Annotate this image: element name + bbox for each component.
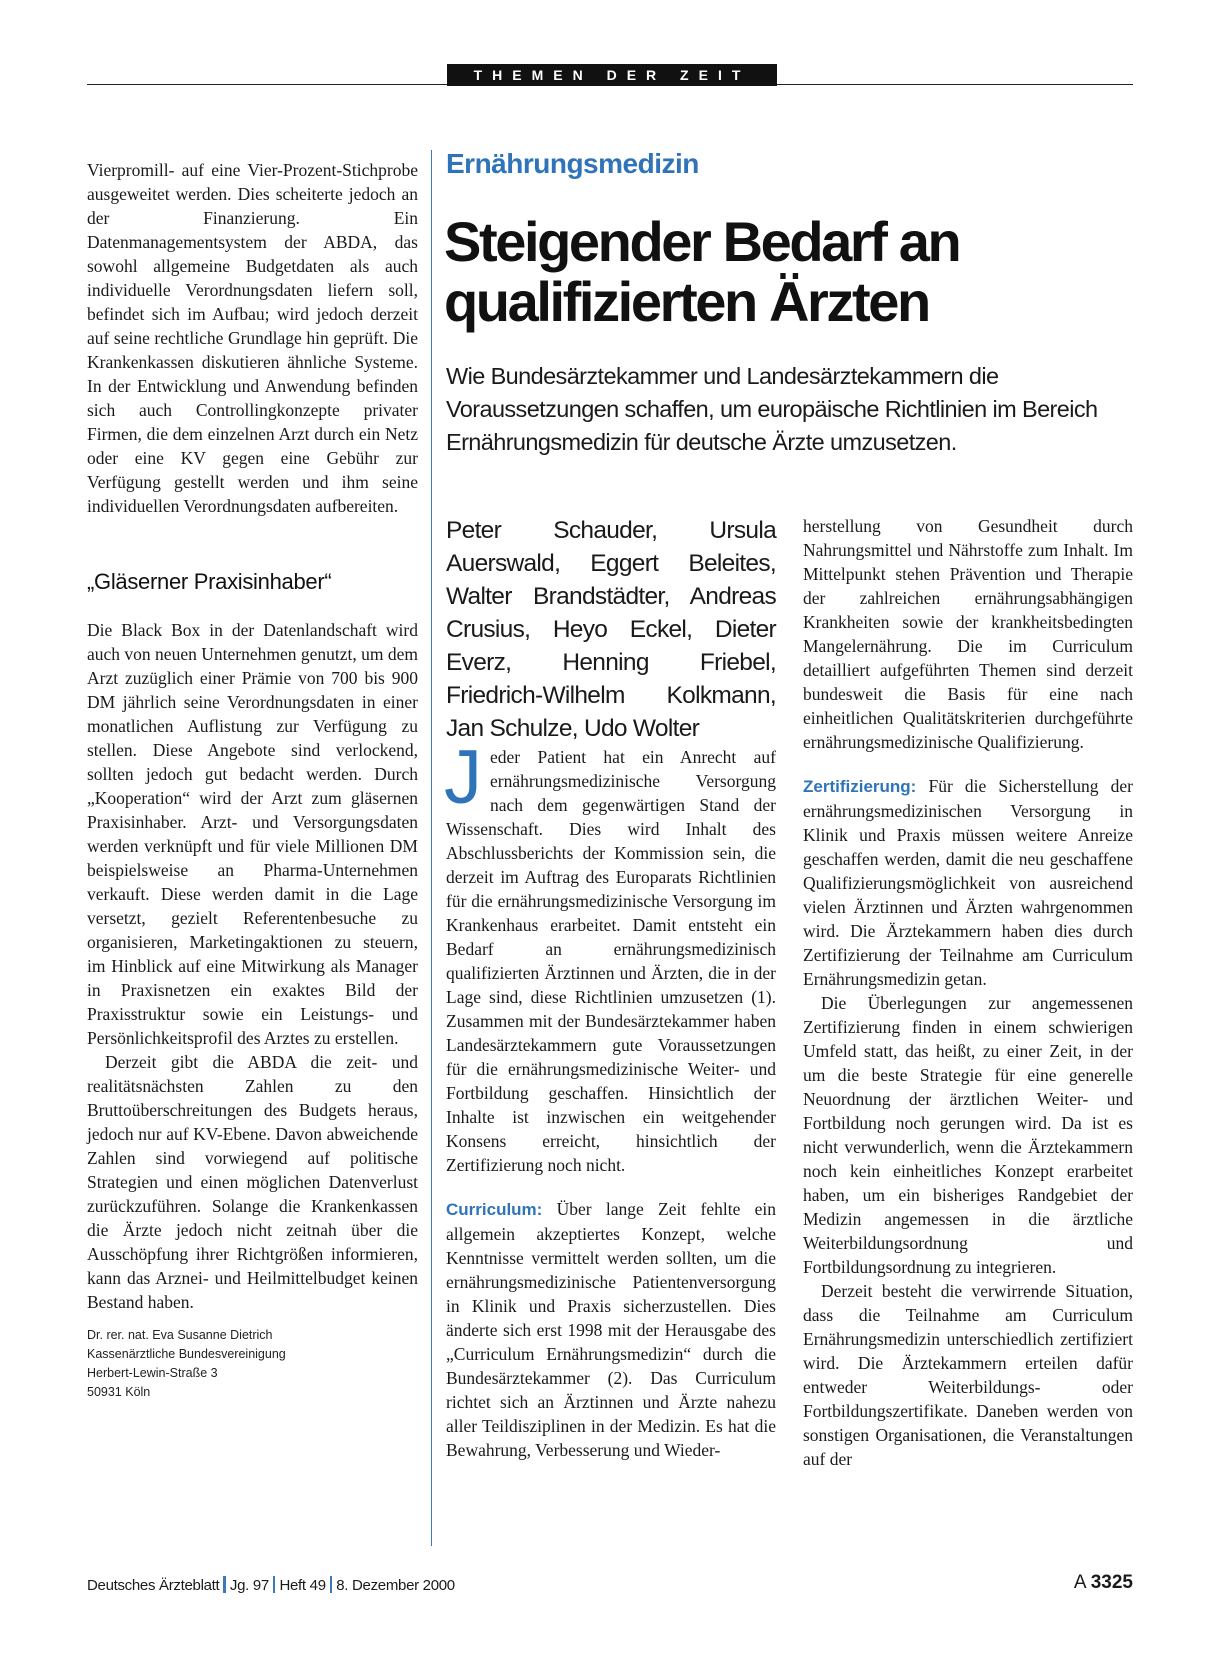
- left-paragraph-2: Die Black Box in der Datenlandschaft wird auch von neuen Unternehmen genutzt, um dem Arzt zuzüglich einer Prämie von 700 bis 900 DM jährlich seine Verordnungsdaten in einer monatlichen Auflistung zur Verfügung zu stellen. Diese Angebote sind verlockend, sollten jedoch gut bedacht werden. Durch „Kooperation“ wird der Arzt zum gläsernen Praxisinhaber. Arzt- und Versorgungsdaten werden verknüpft und für viele Millionen DM beispielsweise an Pharma-Unternehmen verkauft. Diese werden damit in die Lage versetzt, gezielt Referentenbesuche zu organisieren, Marketingaktionen zu steuern, im Hinblick auf eine Mitwirkung als Manager in Praxisnetzen ein exaktes Bild der Praxisstruktur sowie ein Leistungs- und Persönlichkeitsprofil des Arztes zu erstellen.: [87, 620, 418, 1048]
- section-tag: THEMEN DER ZEIT: [447, 64, 777, 86]
- footer-separator: [223, 1576, 226, 1593]
- zertifizierung-text: Für die Sicherstellung der ernährungsmedizinischen Versorgung in Klinik und Praxis müssen weitere Anreize geschaffen werden, damit die neu geschaffene Qualifizierungsmöglichkeit von ausreichend vielen Ärztinnen und Ärzten wahrgenommen wird. Die Ärztekammern haben dies durch Zertifizierung der Teilnahme am Curriculum Ernährungsmedizin getan.: [803, 776, 1133, 989]
- page-footer: [87, 1576, 455, 1594]
- left-column: [87, 158, 418, 1402]
- page-prefix: A: [1073, 1572, 1086, 1593]
- journal-issue: Heft 49: [279, 1577, 326, 1594]
- drop-cap: J: [444, 735, 482, 820]
- journal-name: Deutsches Ärzteblatt: [87, 1577, 220, 1594]
- article-kicker: Ernährungsmedizin: [446, 148, 699, 179]
- footer-separator: [330, 1576, 333, 1593]
- left-paragraph-3: Derzeit gibt die ABDA die zeit- und realitätsnächsten Zahlen zu den Bruttoüberschreitungen des Budgets heraus, jedoch nur auf KV-Ebene. Davon abweichende Zahlen sind vorwiegend auf politische Strategien und einen möglichen Datenverlust zurückzuführen. Solange die Krankenkassen die Ärzte jedoch nicht zeitnah über die Ausschöpfung ihrer Richtgrößen informieren, kann das Arznei- und Heilmittelbudget keinen Bestand haben.: [87, 1052, 418, 1312]
- curriculum-text: Über lange Zeit fehlte ein allgemein akzeptiertes Konzept, welche Kenntnisse vermittelt werden sollten, um die ernährungsmedizinische Patientenversorgung in Klinik und Praxis sicherzustellen. Dies änderte sich erst 1998 mit der Herausgabe des „Curriculum Ernährungsmedizin“ durch die Bundesärztekammer (2). Das Curriculum richtet sich an Ärztinnen und Ärzte nahezu aller Teildisziplinen in der Medizin. Es hat die Bewahrung, Verbesserung und Wieder-: [446, 1199, 776, 1460]
- section-subheading: „Gläserner Praxisinhaber“: [87, 569, 332, 594]
- address-line: Kassenärztliche Bundesvereinigung: [87, 1347, 286, 1361]
- page-number: [1074, 1572, 1133, 1594]
- author-list: Peter Schauder, Ursula Auerswald, Eggert Beleites, Walter Brandstädter, Andreas Crusius, Heyo Eckel, Dieter Everz, Henning Friebel, Friedrich-Wilhelm Kolkmann, Jan Schulze, Udo Wolter: [446, 517, 776, 742]
- address-line: Herbert-Lewin-Straße 3: [87, 1366, 218, 1380]
- article-headline: [444, 212, 1144, 332]
- address-line: 50931 Köln: [87, 1385, 151, 1399]
- article-lead: Wie Bundesärztekammer und Landesärztekammern die Voraussetzungen schaffen, um europäische Richtlinien im Bereich Ernährungsmedizin für deutsche Ärzte umzusetzen.: [446, 363, 1098, 455]
- address-line: Dr. rer. nat. Eva Susanne Dietrich: [87, 1328, 273, 1342]
- curriculum-paragraph: [446, 1197, 776, 1462]
- page-number-value: 3325: [1090, 1572, 1133, 1593]
- footer-separator: [273, 1576, 276, 1593]
- headline-line-2: qualifizierten Ärzten: [444, 270, 929, 333]
- right-column: [803, 514, 1133, 1471]
- left-paragraph-1: Vierpromill- auf eine Vier-Prozent-Stichprobe ausgeweitet werden. Dies scheiterte jedoch an der Finanzierung. Ein Datenmanagementsystem der ABDA, das sowohl allgemeine Budgetdaten als auch individuelle Verordnungsdaten liefern soll, befindet sich im Aufbau; wird jedoch derzeit auf seine rechtliche Grundlage hin geprüft. Die Krankenkassen diskutieren ähnliche Systeme. In der Entwicklung und Anwendung befinden sich auch Controllingkonzepte privater Firmen, die dem einzelnen Arzt durch ein Netz oder eine KV gegen eine Gebühr zur Verfügung gestellt werden und ihm seine individuellen Verordnungsdaten aufbereiten.: [87, 160, 418, 516]
- zertifizierung-runin-heading: Zertifizierung:: [803, 777, 917, 796]
- issue-date: 8. Dezember 2000: [336, 1577, 455, 1594]
- curriculum-runin-heading: Curriculum:: [446, 1200, 543, 1219]
- middle-column: [446, 514, 776, 1462]
- headline-line-1: Steigender Bedarf an: [444, 210, 960, 273]
- journal-volume: Jg. 97: [229, 1577, 269, 1594]
- intro-block: [444, 735, 776, 1177]
- right-paragraph-3: Die Überlegungen zur angemessenen Zertifizierung finden in einem schwierigen Umfeld statt, das heißt, zu einer Zeit, in der um die beste Strategie für eine generelle Neuordnung der ärztlichen Weiter- und Fortbildung noch gerungen wird. Da ist es nicht verwunderlich, wenn die Ärztekammern noch kein einheitliches Konzept erarbeitet haben, um ein bisheriges Randgebiet der Medizin angemessen in die ärztliche Weiterbildungsordnung und Fortbildungsordnung zu integrieren.: [803, 993, 1133, 1277]
- column-divider: [431, 150, 432, 1546]
- intro-paragraph: eder Patient hat ein Anrecht auf ernährungsmedizinische Versorgung nach dem gegenwärtigen Stand der Wissenschaft. Dies wird Inhalt des Abschlussberichts der Kommission sein, die derzeit im Auftrag des Europarats Richtlinien für die ernährungsmedizinische Versorgung im Krankenhaus erarbeitet. Damit entsteht ein Bedarf an ernährungsmedizinisch qualifizierten Ärztinnen und Ärzten, die in der Lage sind, diese Richtlinien umzusetzen (1). Zusammen mit der Bundesärztekammer haben Landesärztekammern gute Voraussetzungen für die ernährungsmedizinische Weiter- und Fortbildung geschaffen. Hinsichtlich der Inhalte ist inzwischen ein weitgehender Konsens erreicht, hinsichtlich der Zertifizierung noch nicht.: [446, 747, 776, 1175]
- right-paragraph-4: Derzeit besteht die verwirrende Situation, dass die Teilnahme am Curriculum Ernährungsmedizin unterschiedlich zertifiziert wird. Die Ärztekammern erteilen dafür entweder Weiterbildungs- oder Fortbildungszertifikate. Daneben werden von sonstigen Organisationen, die Veranstaltungen auf der: [803, 1281, 1133, 1469]
- author-address: [87, 1326, 418, 1402]
- right-paragraph-1: herstellung von Gesundheit durch Nahrungsmittel und Nährstoffe zum Inhalt. Im Mittelpunkt stehen Prävention und Therapie der zahlreichen ernährungsabhängigen Krankheiten sowie der krankheitsbedingten Mangelernährung. Die im Curriculum detailliert aufgeführten Themen sind derzeit bundesweit die Basis für eine nach einheitlichen Qualitätskriterien durchgeführte ernährungsmedizinische Qualifizierung.: [803, 516, 1133, 752]
- zertifizierung-paragraph: [803, 774, 1133, 991]
